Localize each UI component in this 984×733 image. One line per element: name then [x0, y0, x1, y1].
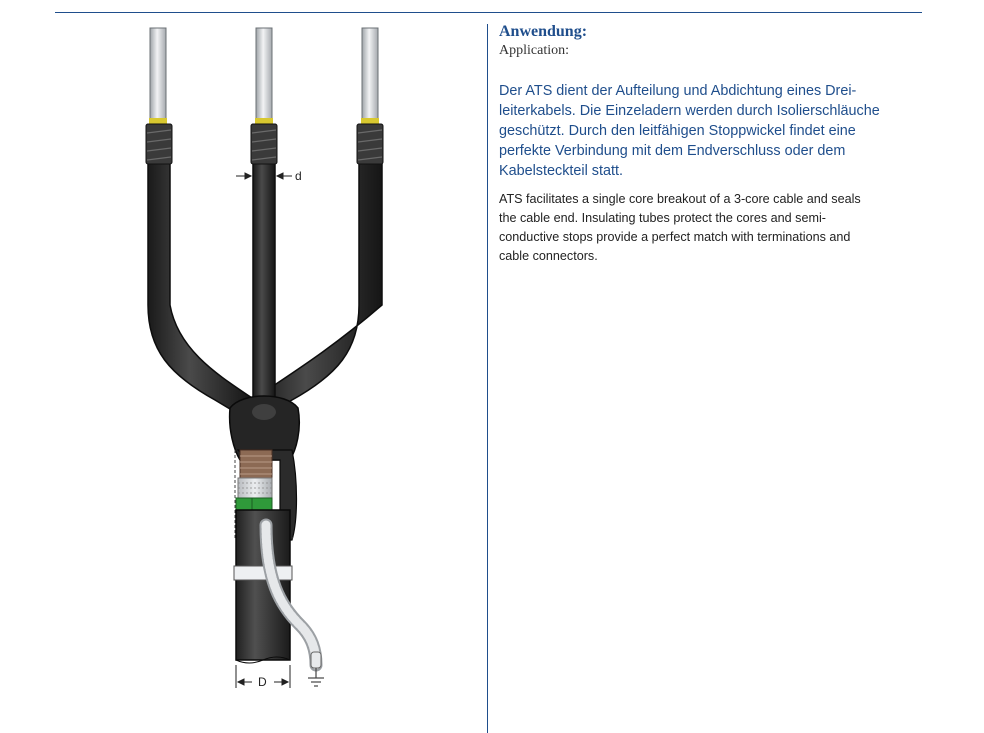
marker-right: [361, 118, 379, 124]
heading-english: Application:: [499, 43, 569, 58]
cable-breakout-figure: [130, 20, 470, 720]
core-conductor-right: [362, 28, 378, 120]
dimension-label-d: d: [295, 169, 302, 183]
core-conductor-left: [150, 28, 166, 120]
core-conductor-middle: [256, 28, 272, 120]
marker-left: [149, 118, 167, 124]
application-section: [499, 22, 919, 266]
description-german-line: perfekte Verbindung mit dem Endverschluss oder dem: [499, 143, 846, 159]
description-german-line: Der ATS dient der Aufteilung und Abdichtung eines Drei-: [499, 83, 857, 99]
column-divider: [487, 24, 488, 733]
description-german-line: Kabelsteckteil statt.: [499, 163, 623, 179]
earth-lug: [311, 652, 321, 668]
description-english: [499, 190, 919, 266]
cable-leg-middle: [253, 160, 275, 400]
cable-breakout-illustration: [130, 20, 470, 720]
dimension-label-D: D: [258, 675, 267, 689]
description-english-line: the cable end. Insulating tubes protect the cores and semi-: [499, 211, 826, 225]
clamp-band: [234, 566, 292, 580]
description-german-line: leiterkabels. Die Einzeladern werden durch Isolierschläuche: [499, 103, 880, 119]
heading-german: Anwendung:: [499, 23, 588, 40]
cable-leg-left: [148, 160, 252, 415]
description-german: [499, 81, 919, 181]
description-english-line: cable connectors.: [499, 249, 598, 263]
ground-symbol-icon: [308, 668, 324, 686]
marker-middle: [255, 118, 273, 124]
stop-sleeve-left: [146, 124, 172, 164]
description-german-line: geschützt. Durch den leitfähigen Stoppwickel findet eine: [499, 123, 856, 139]
stop-sleeve-middle: [251, 124, 277, 164]
description-english-line: ATS facilitates a single core breakout of a 3-core cable and seals: [499, 192, 861, 206]
description-english-line: conductive stops provide a perfect match with terminations and: [499, 230, 851, 244]
top-rule: [55, 12, 922, 13]
stop-sleeve-right: [357, 124, 383, 164]
stop-band-green: [236, 498, 272, 510]
